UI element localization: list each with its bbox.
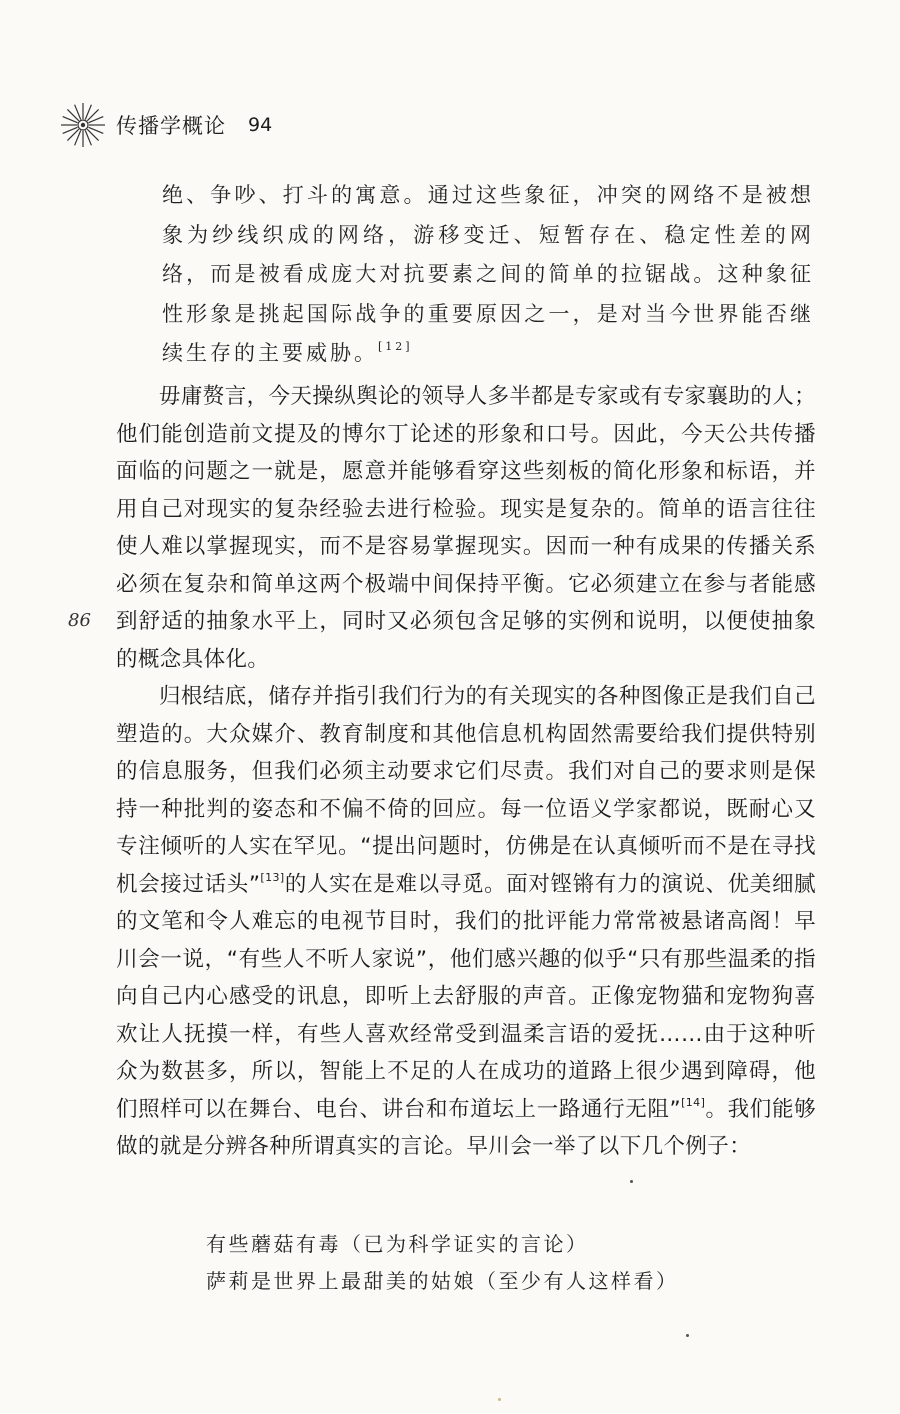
scan-speck [630,1180,633,1183]
paragraph: 毋庸赘言，今天操纵舆论的领导人多半都是专家或有专家襄助的人；他们能创造前文提及的博尔丁论述的形象和口号。因此，今天公共传播面临的问题之一就是，愿意并能够看穿这些刻板的简化形象和标语，并用自己对现实的复杂经验去进行检验。现实是复杂的。简单的语言往往使人难以掌握现实，而不是容易掌握现实。因而一种有成果的传播关系必须在复杂和简单这两个极端中间保持平衡。它必须建立在参与者能感到舒适的抽象水平上，同时又必须包含足够的实例和说明，以便使抽象的概念具体化。 [116,384,817,672]
margin-page-number: 86 [68,610,91,631]
running-header [60,100,272,150]
example-item: 萨莉是世界上最甜美的姑娘（至少有人这样看） [206,1269,679,1293]
book-title: 传播学概论 [116,114,226,138]
page-number: 94 [248,114,273,136]
footnote-ref: [14] [681,1095,706,1109]
example-list [206,1226,679,1300]
quote-text: 绝、争吵、打斗的寓意。通过这些象征，冲突的网络不是被想象为纱线织成的网络，游移变迁、短暂存在、稳定性差的网络，而是被看成庞大对抗要素之间的简单的拉锯战。这种象征性形象是挑起国际战争的重要原因之一，是对当今世界能否继续生存的主要威胁。 [162,183,814,365]
body-text [116,378,816,1166]
scan-speck [498,1398,501,1401]
footnote-ref: [13] [260,870,285,884]
example-item: 有些蘑菇有毒（已为科学证实的言论） [206,1232,589,1256]
footnote-ref: [12] [378,340,413,353]
paragraph: 归根结底，储存并指引我们行为的有关现实的各种图像正是我们自己塑造的。大众媒介、教育制度和其他信息机构固然需要给我们提供特别的信息服务，但我们必须主动要求它们尽责。我们对自己的要求则是保持一种批判的姿态和不偏不倚的回应。每一位语义学家都说，既耐心又专注倾听的人实在罕见。“提出问题时，仿佛是在认真倾听而不是在寻找机会接过话头”[13]的人实在是难以寻觅。面对铿锵有力的演说、优美细腻的文笔和令人难忘的电视节目时，我们的批评能力常常被悬诸高阁！早川会一说，“有些人不听人家说”，他们感兴趣的似乎“只有那些温柔的指向自己内心感受的讯息，即听上去舒服的声音。正像宠物猫和宠物狗喜欢让人抚摸一样，有些人喜欢经常受到温柔言语的爱抚……由于这种听众为数甚多，所以，智能上不足的人在成功的道路上很少遇到障碍，他们照样可以在舞台、电台、讲台和布道坛上一路通行无阻”[14]。我们能够做的就是分辨各种所谓真实的言论。早川会一举了以下几个例子： [116,684,817,1159]
scan-speck [686,1334,689,1337]
block-quote [162,176,814,374]
sunburst-ornament-icon [60,102,106,148]
